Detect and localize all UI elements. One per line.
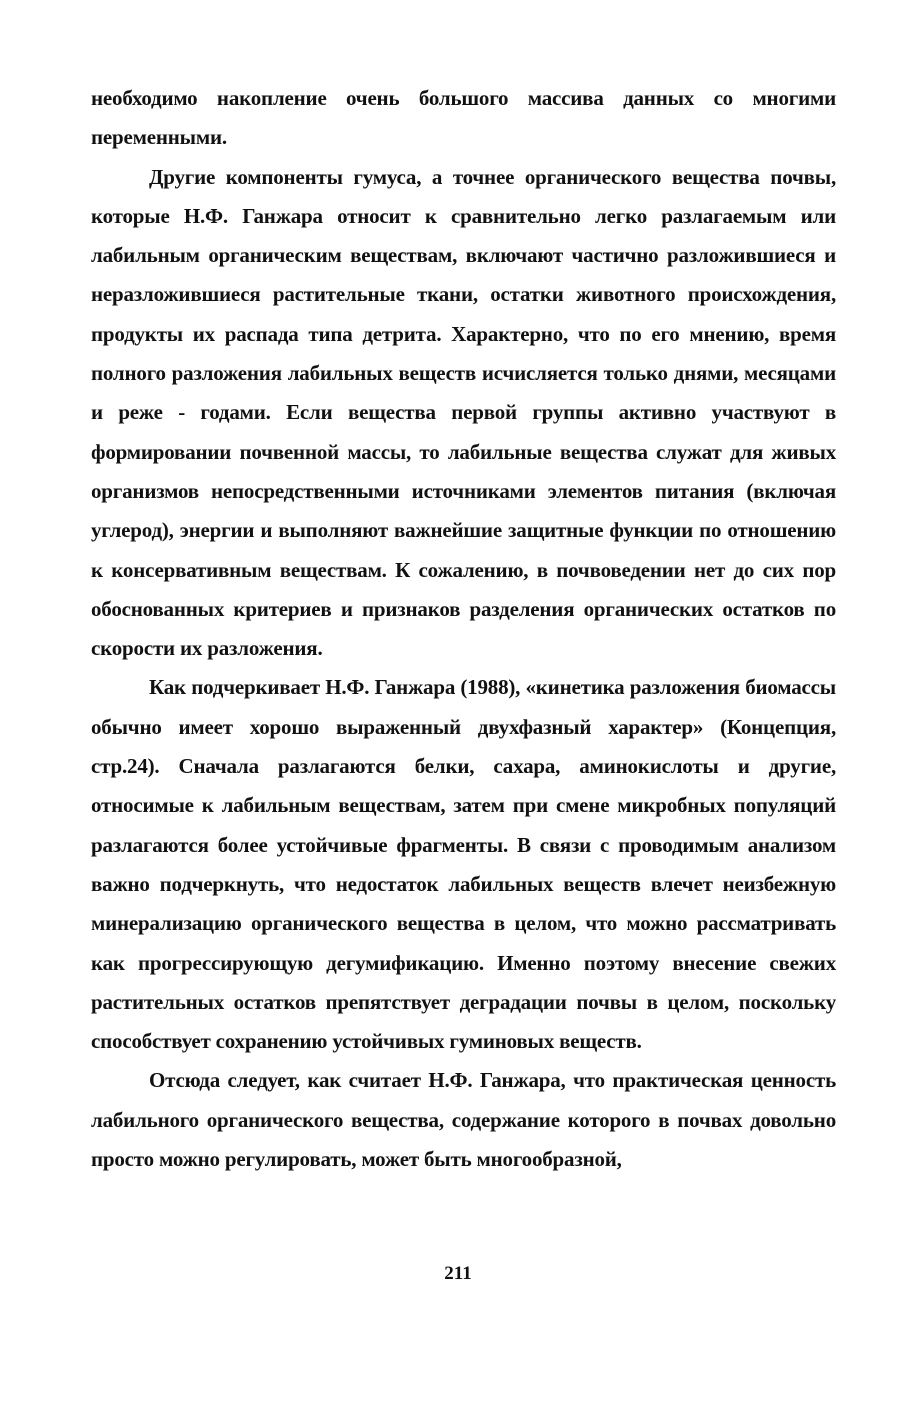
page-number: 211: [444, 1263, 472, 1284]
paragraph-practical-value: Отсюда следует, как считает Н.Ф. Ганжара, что практическая ценность лабильного органического вещества, содержание которого в почвах довольно просто можно регулировать, может быть многообразной,: [91, 1068, 836, 1172]
body-text: [91, 79, 836, 1179]
paragraph-decomposition-kinetics: Как подчеркивает Н.Ф. Ганжара (1988), «кинетика разложения биомассы обычно имеет хорошо выраженный двухфазный характер» (Концепция, стр.24). Сначала разлагаются белки, сахара, аминокислоты и другие, относимые к лабильным веществам, затем при смене микробных популяций разлагаются более устойчивые фрагменты. В связи с проводимым анализом важно подчеркнуть, что недостаток лабильных веществ влечет неизбежную минерализацию органического вещества в целом, что можно рассматривать как прогрессирующую дегумификацию. Именно поэтому внесение свежих растительных остатков препятствует деградации почвы в целом, поскольку способствует сохранению устойчивых гуминовых веществ.: [91, 675, 836, 1054]
paragraph-continuation: необходимо накопление очень большого массива данных со многими переменными.: [91, 86, 836, 150]
paragraph-labile-components: Другие компоненты гумуса, а точнее органического вещества почвы, которые Н.Ф. Ганжара относит к сравнительно легко разлагаемым или лабильным органическим веществам, включают частично разложившиеся и неразложившиеся растительные ткани, остатки животного происхождения, продукты их распада типа детрита. Характерно, что по его мнению, время полного разложения лабильных веществ исчисляется только днями, месяцами и реже - годами. Если вещества первой группы активно участвуют в формировании почвенной массы, то лабильные вещества служат для живых организмов непосредственными источниками элементов питания (включая углерод), энергии и выполняют важнейшие защитные функции по отношению к консервативным веществам. К сожалению, в почвоведении нет до сих пор обоснованных критериев и признаков разделения органических остатков по скорости их разложения.: [91, 164, 836, 661]
